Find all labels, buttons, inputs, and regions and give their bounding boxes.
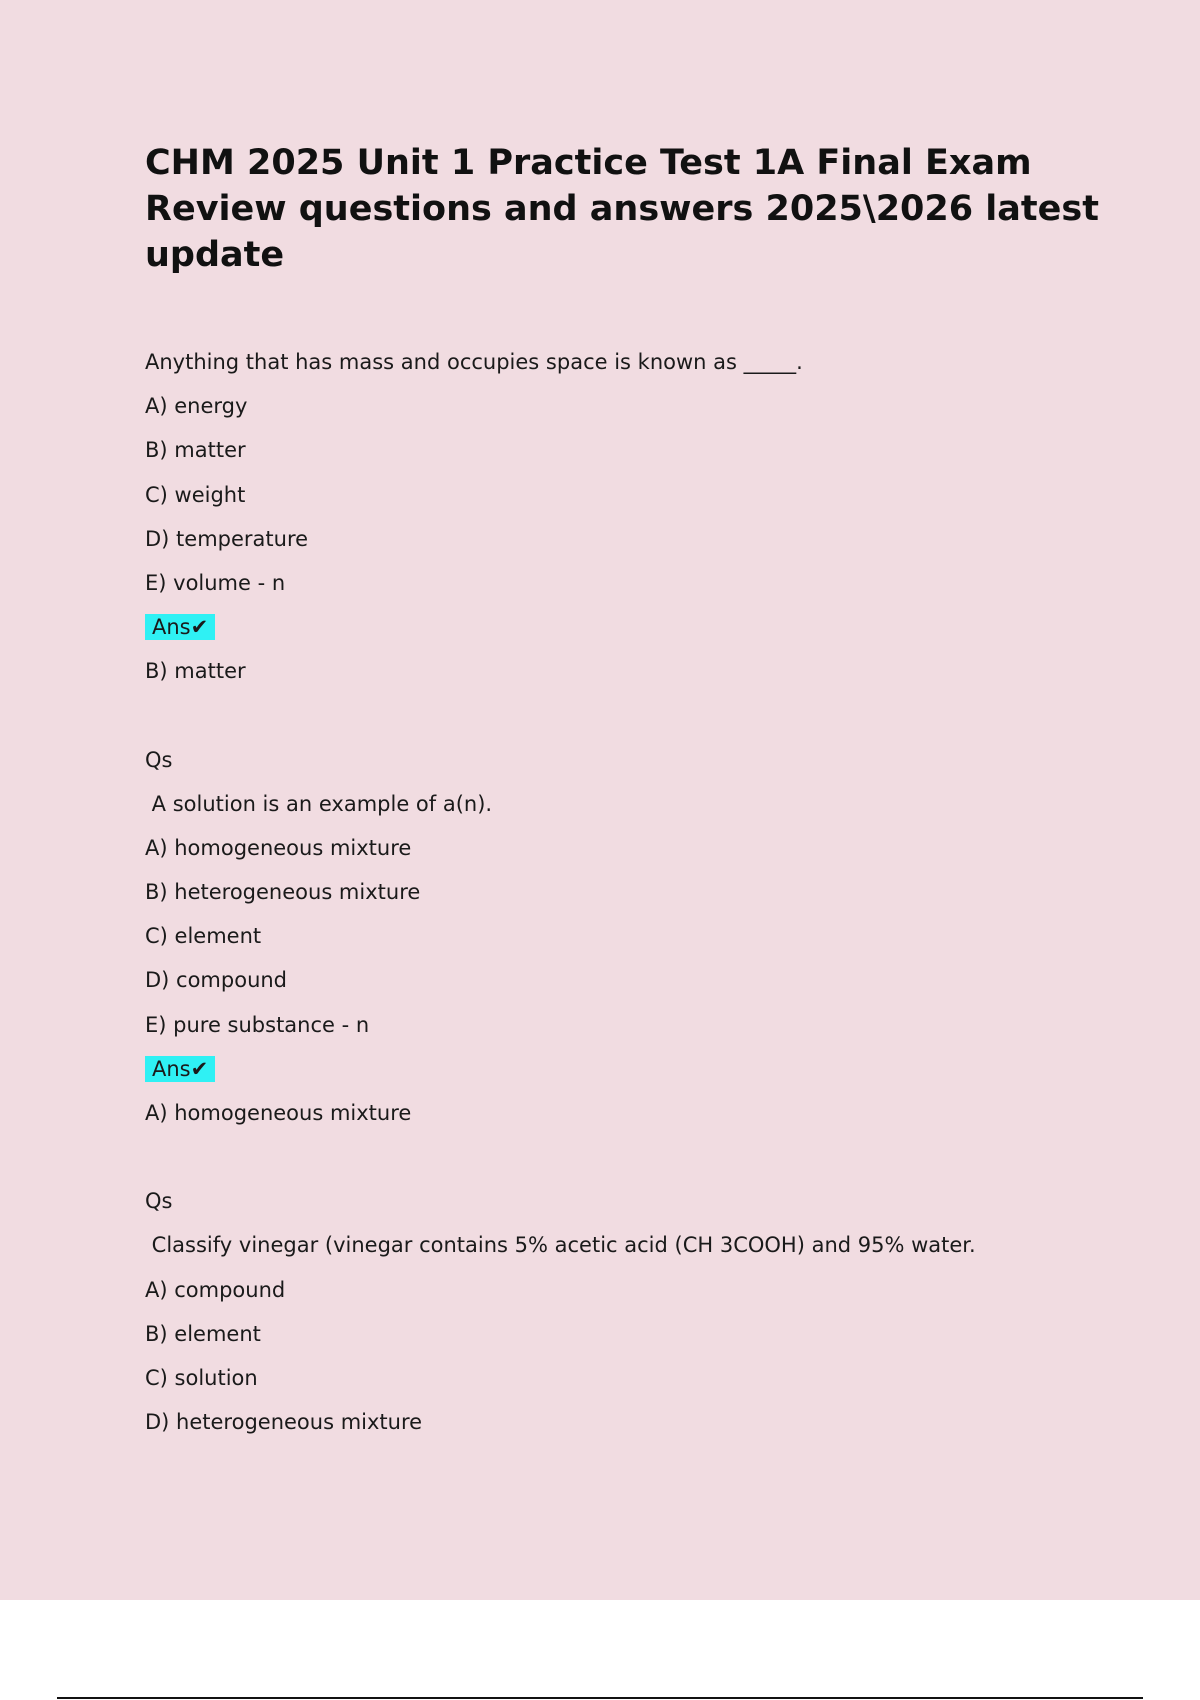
option-c: C) solution bbox=[145, 1365, 258, 1390]
option-b: B) element bbox=[145, 1321, 261, 1346]
option-d: D) compound bbox=[145, 968, 288, 993]
answer-badge-row bbox=[145, 605, 1105, 649]
answer-badge-row bbox=[145, 1047, 1105, 1091]
option-c: C) element bbox=[145, 924, 262, 949]
option-e: E) volume - n bbox=[145, 570, 286, 595]
question-text: Classify vinegar (vinegar contains 5% acetic acid (CH 3COOH) and 95% water. bbox=[145, 1233, 976, 1258]
option-a: A) compound bbox=[145, 1277, 286, 1302]
answer-text: B) matter bbox=[145, 659, 246, 684]
option-a: A) energy bbox=[145, 394, 248, 419]
question-block bbox=[145, 1179, 1105, 1444]
spacer bbox=[145, 694, 1105, 738]
document-title: CHM 2025 Unit 1 Practice Test 1A Final Exam Review questions and answers 2025\2026 latest update bbox=[145, 143, 1099, 275]
answer-badge: Ans✔ bbox=[145, 614, 215, 640]
question-block bbox=[145, 738, 1105, 1136]
option-b: B) heterogeneous mixture bbox=[145, 880, 421, 905]
question-text: Anything that has mass and occupies space is known as _____. bbox=[145, 350, 803, 374]
document-body bbox=[145, 140, 1105, 1444]
footer-divider bbox=[57, 1697, 1143, 1699]
option-a: A) homogeneous mixture bbox=[145, 835, 412, 860]
option-c: C) weight bbox=[145, 482, 246, 507]
option-d: D) heterogeneous mixture bbox=[145, 1410, 423, 1435]
option-e: E) pure substance - n bbox=[145, 1012, 370, 1037]
option-d: D) temperature bbox=[145, 526, 309, 551]
option-b: B) matter bbox=[145, 438, 246, 463]
question-prefix: Qs bbox=[145, 747, 173, 772]
answer-text: A) homogeneous mixture bbox=[145, 1101, 412, 1125]
question-block bbox=[145, 340, 1105, 694]
answer-badge: Ans✔ bbox=[145, 1056, 215, 1082]
question-prefix: Qs bbox=[145, 1189, 173, 1214]
spacer bbox=[145, 1135, 1105, 1179]
question-text: A solution is an example of a(n). bbox=[145, 791, 493, 816]
